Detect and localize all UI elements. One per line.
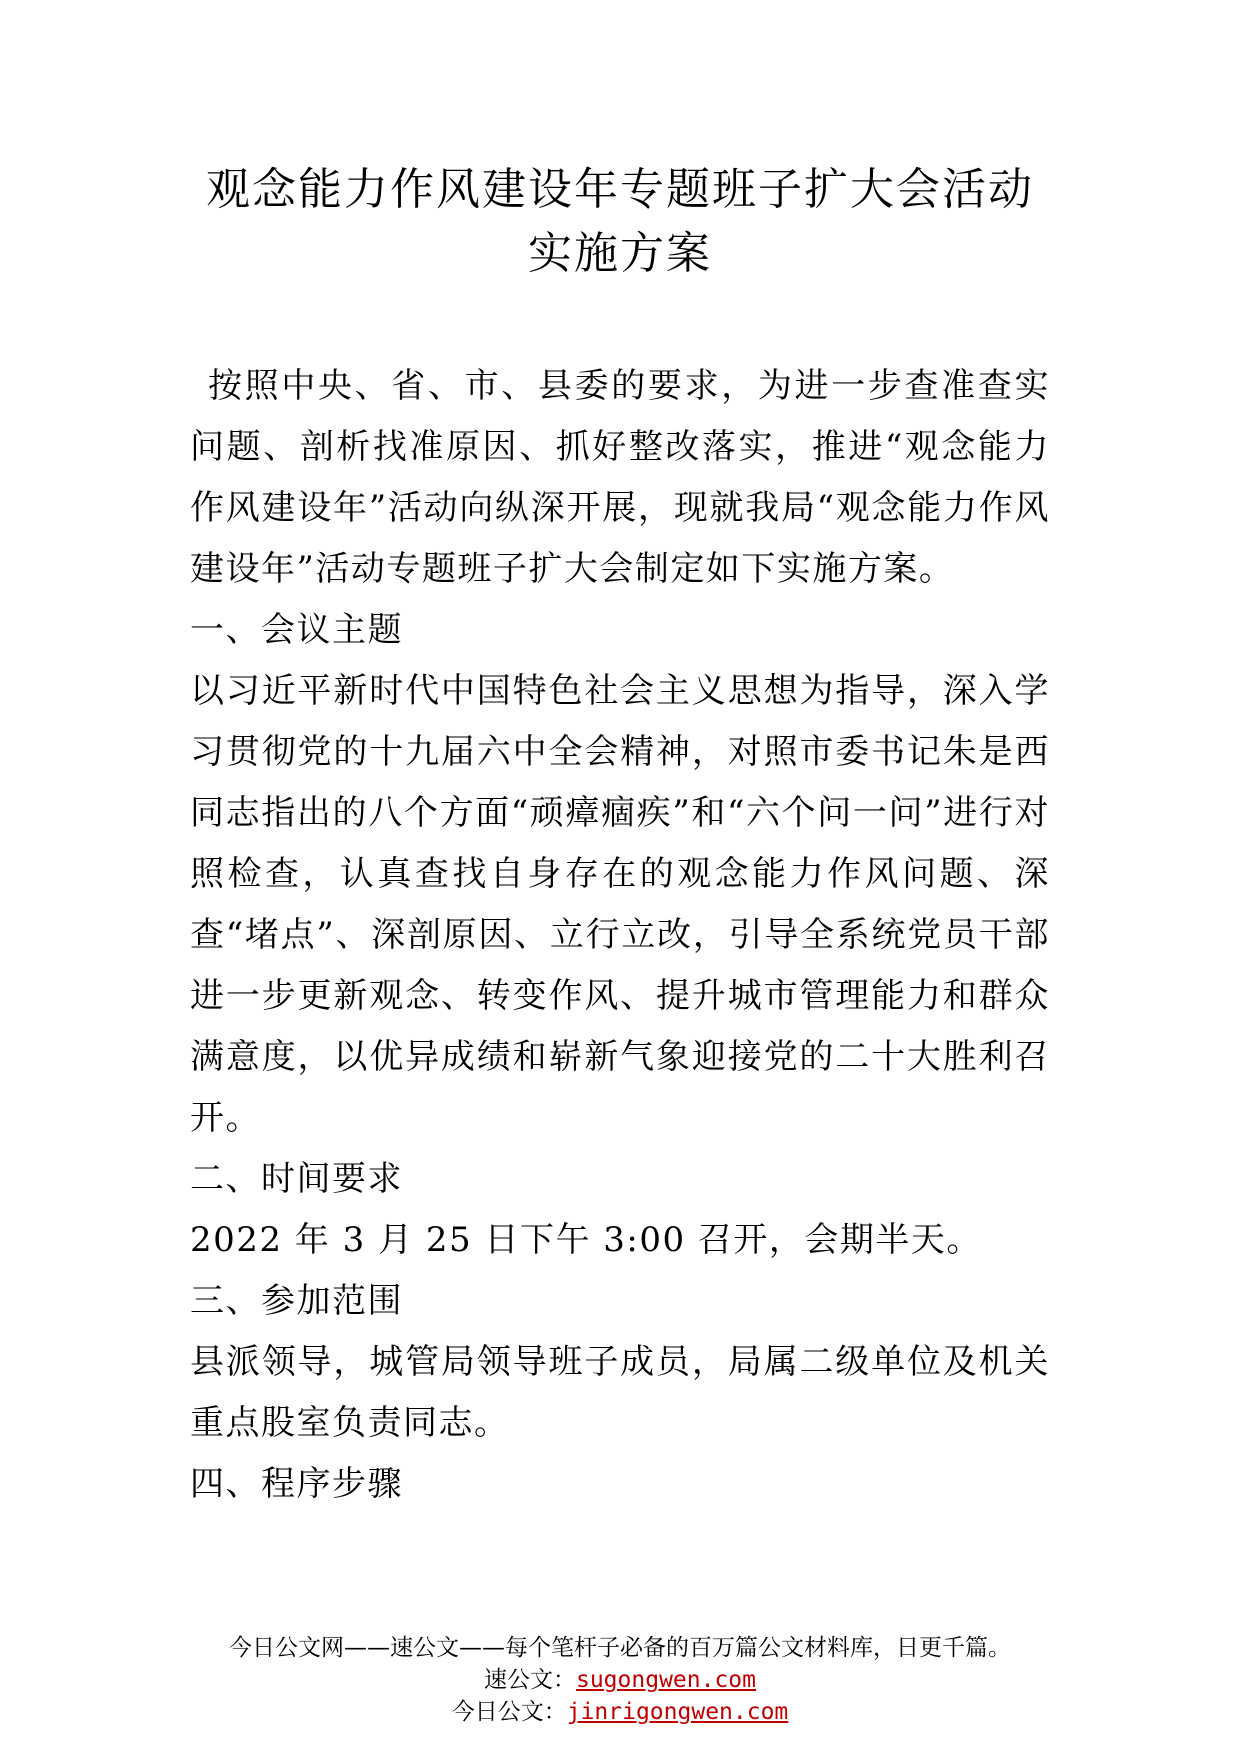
section-content-time: 2022 年 3 月 25 日下午 3:00 召开，会期半天。 [190,1220,982,1260]
document-body [190,356,1050,1515]
section-content-theme: 以习近平新时代中国特色社会主义思想为指导，深入学习贯彻党的十九届六中全会精神，对照市委书记朱是西同志指出的八个方面“顽瘴痼疾”和“六个问一问”进行对照检查，认真查找自身存在的观念能力作风问题、深查“堵点”、深剖原因、立行立改，引导全系统党员干部进一步更新观念、转变作风、提升城市管理能力和群众满意度，以优异成绩和崭新气象迎接党的二十大胜利召开。 [190,671,1050,1138]
intro-paragraph: 按照中央、省、市、县委的要求，为进一步查准查实问题、剖析找准原因、抓好整改落实，推进“观念能力作风建设年”活动向纵深开展，现就我局“观念能力作风建设年”活动专题班子扩大会制定如下实施方案。 [190,366,1050,589]
document-title-line-1: 观念能力作风建设年专题班子扩大会活动 [206,164,1034,215]
footer-tagline: 今日公文网——速公文——每个笔杆子必备的百万篇公文材料库，日更千篇。 [229,1635,1011,1661]
document-title-line-2: 实施方案 [528,228,712,279]
section-heading-scope: 三、参加范围 [190,1281,403,1321]
section-heading-procedure: 四、程序步骤 [190,1464,403,1504]
footer [0,1632,1240,1728]
section-heading-theme: 一、会议主题 [190,610,403,650]
section-content-scope: 县派领导，城管局领导班子成员，局属二级单位及机关重点股室负责同志。 [190,1342,1050,1443]
sugongwen-link[interactable]: sugongwen.com [575,1667,756,1693]
jinrigongwen-link[interactable]: jinrigongwen.com [566,1699,789,1725]
footer-jinrigongwen-row [0,1696,1240,1728]
footer-jinrigongwen-label: 今日公文： [451,1699,567,1725]
section-heading-time: 二、时间要求 [190,1159,403,1199]
footer-sugongwen-row [0,1664,1240,1696]
footer-sugongwen-label: 速公文： [483,1667,576,1693]
